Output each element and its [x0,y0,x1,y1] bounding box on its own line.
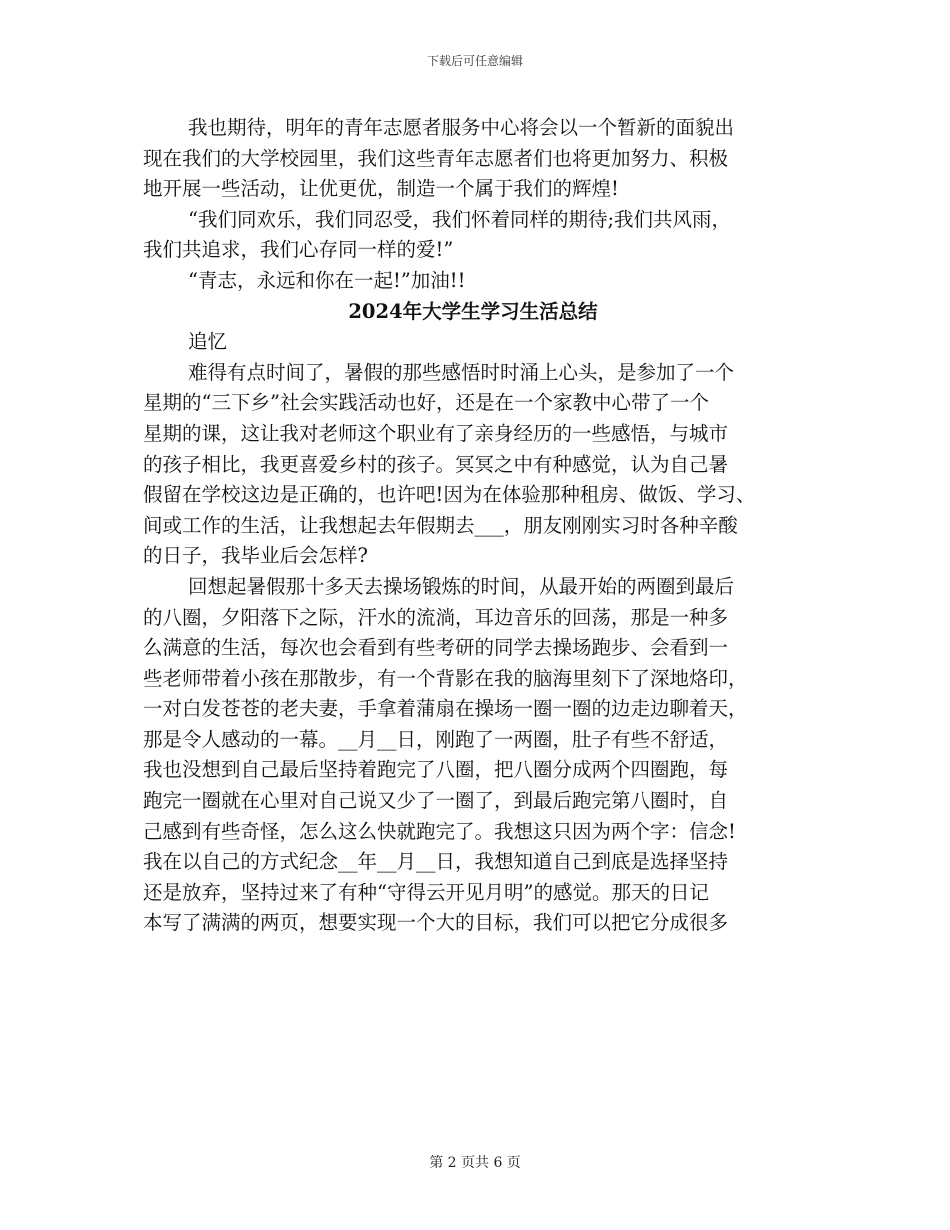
paragraph-line: 星期的“三下乡”社会实践活动也好，还是在一个家教中心带了一个 [143,391,709,415]
paragraph-line: 些老师带着小孩在那散步，有一个背影在我的脑海里刻下了深地烙印， [143,666,748,690]
paragraph-line: 难得有点时间了，暑假的那些感悟时时涌上心头，是参加了一个 [188,360,735,384]
paragraph-line: 还是放弃，坚持过来了有种“守得云开见月明”的感觉。那天的日记 [143,880,709,904]
paragraph-line: 的孩子相比，我更喜爱乡村的孩子。冥冥之中有种感觉，认为自己暑 [143,452,729,476]
document-body [143,113,803,939]
paragraph-line: 么满意的生活，每次也会看到有些考研的同学去操场跑步、会看到一 [143,636,729,660]
paragraph-line: 间或工作的生活，让我想起去年假期去___，朋友刚刚实习时各种辛酸 [143,513,738,537]
paragraph-line: “青志，永远和你在一起!”加油!! [188,268,466,292]
paragraph-line: 我也期待，明年的青年志愿者服务中心将会以一个暂新的面貌出 [188,116,735,139]
subheading: 追忆 [188,330,228,354]
section-title: 2024年大学生学习生活总结 [348,299,598,323]
paragraph-line: 星期的课，这让我对老师这个职业有了亲身经历的一些感悟，与城市 [143,421,729,445]
paragraph-line: 一对白发苍苍的老夫妻，手拿着蒲扇在操场一圈一圈的边走边聊着天， [143,697,748,721]
paragraph-line: 我在以自己的方式纪念__年__月__日，我想知道自己到底是选择坚持 [143,850,729,874]
paragraph-line: 地开展一些活动，让优更优，制造一个属于我们的辉煌! [143,177,619,201]
paragraph-line: 本写了满满的两页，想要实现一个大的目标，我们可以把它分成很多 [143,911,729,935]
paragraph-line: 回想起暑假那十多天去操场锻炼的时间，从最开始的两圈到最后 [188,574,735,598]
paragraph-line: 假留在学校这边是正确的，也许吧!因为在体验那种租房、做饭、学习、 [143,483,756,507]
page-header: 下载后可任意编辑 [426,54,523,68]
paragraph-line: 我们共追求，我们心存同一样的爱!” [143,238,454,262]
paragraph-line: 己感到有些奇怪，怎么这么快就跑完了。我想这只因为两个字：信念! [143,819,736,843]
paragraph-line: 跑完一圈就在心里对自己说又少了一圈了，到最后跑完第八圈时，自 [143,789,729,813]
paragraph-line: 我也没想到自己最后坚持着跑完了八圈，把八圈分成两个四圈跑，每 [143,758,729,782]
paragraph-line: 那是令人感动的一幕。__月__日，刚跑了一两圈，肚子有些不舒适， [143,727,729,751]
paragraph-line: “我们同欢乐，我们同忍受，我们怀着同样的期待;我们共风雨， [188,207,732,231]
paragraph-line: 的八圈，夕阳落下之际，汗水的流淌，耳边音乐的回荡，那是一种多 [143,605,729,629]
paragraph-line: 的日子，我毕业后会怎样? [143,544,368,568]
paragraph-line: 现在我们的大学校园里，我们这些青年志愿者们也将更加努力、积极 [143,146,729,170]
page-footer: 第 2 页共 6 页 [429,1155,521,1171]
